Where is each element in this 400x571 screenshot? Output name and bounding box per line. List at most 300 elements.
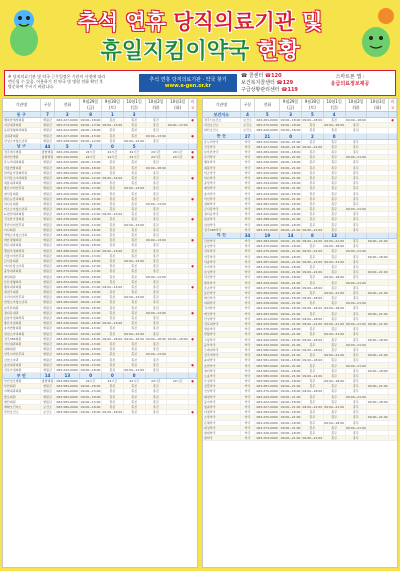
table-cell: 휴무 [346, 312, 368, 316]
table-cell: 휴무 [324, 197, 346, 201]
table-cell: 휴무 [302, 415, 324, 419]
table-cell: 휴무 [324, 228, 346, 232]
row-mark [389, 145, 397, 149]
table-cell: 약국 [241, 191, 256, 195]
region-count-cell [346, 112, 368, 117]
table-cell: 덕진약국 [203, 275, 241, 279]
table-cell [167, 285, 189, 289]
table-cell: 휴무 [324, 374, 346, 378]
table-cell: 하나로의원 [3, 202, 41, 206]
row-mark [389, 395, 397, 399]
table-cell: 09:00~13:00 [124, 295, 145, 300]
table-cell: 09:00~13:00 [146, 352, 166, 357]
row-mark: ● [189, 363, 197, 367]
table-cell: 09:00~13:00 [124, 222, 145, 227]
table-cell: 휴진 [146, 357, 168, 361]
table-cell: 09:00~18:00 [280, 327, 301, 332]
table-cell [367, 150, 389, 154]
table-cell: 병원급 [41, 243, 56, 247]
table-cell: 바른정형외과 [3, 238, 41, 242]
table-cell: 휴무 [324, 415, 346, 419]
table-cell: 휴무 [346, 166, 368, 170]
table-cell: 휴진 [124, 389, 146, 393]
table-cell: 휴진 [102, 166, 124, 170]
table-cell: 약국 [241, 207, 256, 211]
table-cell: 063-273-0000 [55, 186, 80, 190]
table-cell: 휴진 [146, 228, 168, 232]
table-cell: 병원급 [41, 166, 56, 170]
table-cell: 09:00~13:00 [80, 123, 101, 128]
row-mark [389, 338, 397, 342]
table-cell [367, 249, 389, 253]
table-cell: 09:00~13:00 [80, 133, 101, 138]
table-cell: 휴무 [346, 202, 368, 206]
table-cell: 09:00~18:00 [280, 410, 301, 415]
row-mark [389, 312, 397, 316]
table-cell: 09:00~13:00 [80, 196, 101, 201]
column-header: 9월29일(금) [280, 99, 302, 111]
table-cell: 휴진 [124, 249, 146, 253]
region-count-cell [389, 233, 397, 238]
table-cell: 전주365의원 [3, 337, 41, 341]
table-cell: 휴무 [302, 343, 324, 347]
table-cell [367, 197, 389, 201]
table-cell: 063-226-0000 [255, 223, 280, 227]
table-cell: 늘푸른약국 [203, 150, 241, 154]
page-title-line2: 휴일지킴이약국 현황 [100, 39, 300, 64]
row-mark [389, 405, 397, 409]
table-cell: 09:00~18:00 [324, 420, 345, 425]
table-cell [367, 166, 389, 170]
table-cell [167, 352, 189, 356]
table-cell: 휴진 [102, 202, 124, 206]
table-cell: 09:00~21:00 [302, 259, 323, 264]
table-cell: 아중약국 [203, 260, 241, 264]
table-cell: 09:00~21:00 [346, 394, 366, 399]
column-header: 전화 [255, 99, 280, 111]
table-cell: 병원급 [41, 249, 56, 253]
row-mark [389, 436, 397, 440]
table-cell: 신일약국 [203, 389, 241, 393]
table-cell: 063-226-0000 [55, 254, 80, 258]
table-cell: 휴진 [124, 357, 146, 361]
table-cell: 063-580-0000 [55, 410, 80, 414]
table-cell: 휴무 [346, 244, 368, 248]
table-cell: 휴무 [324, 280, 346, 284]
table-cell: 휴진 [146, 259, 168, 263]
row-mark [189, 352, 197, 356]
table-cell: 병원급 [41, 274, 56, 278]
table-cell: 09:00~18:00 [280, 264, 301, 269]
row-mark [389, 426, 397, 430]
table-cell [167, 342, 189, 346]
table-cell: 휴진 [146, 233, 168, 237]
table-cell: 약국 [241, 405, 256, 409]
table-cell: 09:00~18:00 [80, 217, 101, 222]
table-cell: 휴무 [302, 384, 324, 388]
table-cell: 휴무 [302, 212, 324, 216]
table-cell: 063-580-0000 [255, 348, 280, 352]
table-cell: 063-225-0000 [255, 212, 280, 216]
table-cell: 09:00~13:00 [80, 352, 101, 357]
region-count-cell: 8 [80, 112, 102, 117]
table-cell: 늘푸른의원 [3, 306, 41, 310]
table-cell: 휴진 [146, 197, 168, 201]
table-header [203, 99, 397, 112]
table-cell [367, 128, 389, 132]
table-cell: 09:00~18:00 [280, 347, 301, 352]
table-cell: 호반약국 [203, 363, 241, 367]
table-cell: 종합병원 [41, 379, 56, 383]
table-cell: 휴진 [146, 368, 168, 372]
table-cell: 은혜약국 [203, 421, 241, 425]
table-cell: 동아약국 [203, 400, 241, 404]
row-mark [189, 202, 197, 206]
table-cell: 행복내과의원 [3, 285, 41, 289]
table-cell: 약국 [241, 322, 256, 326]
table-cell: 여의약국 [203, 301, 241, 305]
table-cell: 휴무 [346, 358, 368, 362]
table-cell [367, 145, 389, 149]
column-header: 구분 [241, 99, 256, 111]
table-cell: 휴무 [346, 150, 368, 154]
table-cell: 휴무 [324, 338, 346, 342]
table-cell: 09:00~21:00 [280, 311, 301, 316]
row-mark [189, 342, 197, 346]
table-cell: 063-582-0000 [255, 363, 280, 367]
table-cell [367, 260, 389, 264]
table-cell: 09:00~18:00 [280, 337, 301, 342]
table-cell: 09:00~13:00 [167, 123, 188, 128]
table-cell: 병원급 [41, 259, 56, 263]
table-cell [167, 389, 189, 393]
region-count-cell: 0 [124, 373, 146, 378]
table-cell: 중앙내과의원 [3, 269, 41, 273]
table-cell: 09:00~18:00 [280, 181, 301, 186]
table-cell: 휴진 [124, 400, 146, 404]
table-cell: 한마음가정의학과 [3, 171, 41, 175]
table-cell: 09:00~12:00 [80, 331, 101, 336]
row-mark [389, 265, 397, 269]
table-cell: 09:00~18:00 [367, 337, 388, 342]
table-cell: 약국 [241, 286, 256, 290]
region-count-cell: 4 [241, 112, 256, 117]
table-cell: 휴무 [324, 369, 346, 373]
table-cell: 휴진 [124, 254, 146, 258]
table-cell: 병원급 [41, 352, 56, 356]
table-cell: 09:00~18:00 [346, 118, 366, 123]
table-cell: 063-276-0000 [255, 327, 280, 331]
table-cell: 휴무 [302, 197, 324, 201]
table-cell [367, 332, 389, 336]
table-cell: 새전주의원 [3, 290, 41, 294]
table-cell: 09:00~13:00 [80, 389, 101, 394]
table-cell: 휴무 [346, 239, 368, 243]
row-mark [189, 395, 197, 399]
table-cell: 휴무 [302, 363, 324, 367]
row-mark [189, 316, 197, 320]
egen-url-link[interactable]: www.e-gen.or.kr [164, 83, 212, 89]
table-cell: 09:00~13:00 [80, 316, 101, 321]
table-cell: 병원급 [41, 326, 56, 330]
table-cell: 휴진 [102, 352, 124, 356]
table-cell: 24시간 [80, 155, 102, 159]
row-mark [389, 379, 397, 383]
table-cell: 정다운내과 [3, 311, 41, 315]
table-cell: 09:00~21:00 [346, 249, 366, 254]
table-cell: 병원급 [41, 176, 56, 180]
row-mark [389, 275, 397, 279]
table-cell: 063-273-0000 [55, 212, 80, 216]
table-cell: 휴무 [324, 155, 346, 159]
table-cell [167, 321, 189, 325]
table-cell [167, 233, 189, 237]
table-cell: 휴진 [324, 118, 346, 122]
table-cell: 온누리약국 [203, 140, 241, 144]
column-header: 10월2일(월) [346, 99, 368, 111]
row-mark [389, 384, 397, 388]
table-cell: 063-583-0000 [255, 369, 280, 373]
region-count-cell: 0 [80, 373, 102, 378]
table-cell [367, 389, 389, 393]
table-cell: 09:00~21:00 [324, 353, 345, 358]
table-cell: 09:00~18:00 [280, 128, 301, 133]
row-mark [389, 171, 397, 175]
table-cell: 24시간 [124, 150, 146, 154]
region-count-cell: 5 [302, 112, 324, 117]
table-cell: 09:00~21:00 [280, 259, 301, 264]
table-cell: 휴무 [302, 280, 324, 284]
table-cell: 09:00~18:00 [280, 201, 301, 206]
row-mark: ● [189, 150, 197, 154]
row-mark: ● [189, 238, 197, 242]
table-cell: 병원급 [41, 233, 56, 237]
table-cell: 063-270-0000 [55, 269, 80, 273]
table-cell: 효자연합의원 [3, 326, 41, 330]
table-cell: 휴진 [102, 347, 124, 351]
row-mark [189, 290, 197, 294]
table-cell: 부안의원 [3, 384, 41, 388]
table-cell [367, 296, 389, 300]
table-cell: 휴진 [102, 269, 124, 273]
table-cell: 09:00~21:00 [346, 155, 366, 160]
table-cell: 휴무 [346, 379, 368, 383]
row-mark [389, 181, 397, 185]
table-cell: 09:00~18:00 [80, 201, 101, 206]
table-cell: 휴진 [124, 311, 146, 315]
table-cell: 휴무 [324, 410, 346, 414]
table-cell: 하나약국 [203, 176, 241, 180]
table-cell: 휴진 [102, 363, 124, 367]
table-cell: 휴무 [346, 332, 368, 336]
row-mark [389, 322, 397, 326]
table-cell: 약국 [241, 332, 256, 336]
table-cell: 09:00~13:00 [80, 253, 101, 258]
table-cell: 휴무 [302, 332, 324, 336]
row-mark [389, 207, 397, 211]
table-cell: 09:00~13:00 [80, 212, 101, 217]
table-cell: 부안보건소 [3, 410, 41, 414]
table-cell: 전주예수병원 [3, 150, 41, 154]
table-cell: 휴무 [302, 155, 324, 159]
row-mark: ● [189, 410, 197, 414]
table-cell: 우아약국 [203, 265, 241, 269]
table-cell: 09:00~21:00 [280, 425, 301, 430]
table-cell: 09:00~18:00 [367, 254, 388, 259]
table-cell: 09:00~18:00 [80, 305, 101, 310]
table-cell: 09:00~21:00 [367, 239, 388, 244]
table-cell: 09:00~21:00 [367, 384, 388, 389]
table-cell: 휴진 [102, 139, 124, 143]
table-cell: 063-227-0000 [55, 134, 80, 138]
table-cell: 24시간 [102, 150, 124, 154]
table-cell: 063-254-0000 [255, 176, 280, 180]
table-cell: 24시간 [167, 155, 189, 159]
table-cell: 대성약국 [203, 426, 241, 430]
row-mark [189, 405, 197, 409]
table-cell: 휴진 [102, 134, 124, 138]
table-cell: 09:00~21:00 [280, 353, 301, 358]
table-cell: 밝은눈안과의원 [3, 197, 41, 201]
table-cell: 063-228-0000 [55, 326, 80, 330]
table-cell: 24시간 [80, 379, 102, 383]
row-mark [189, 139, 197, 143]
table-cell: 09:00~21:00 [280, 363, 301, 368]
table-cell: 09:00~13:00 [102, 321, 123, 326]
table-cell: 09:00~18:00 [302, 285, 323, 290]
table-cell: 휴무 [324, 270, 346, 274]
table-cell: 09:00~21:00 [346, 301, 366, 306]
table-cell: 휴무 [324, 181, 346, 185]
table-cell: 09:00~13:00 [80, 341, 101, 346]
table-cell: 병원급 [41, 384, 56, 388]
table-cell [367, 123, 389, 127]
table-cell: 휴무 [302, 191, 324, 195]
table-cell: 새터약국 [203, 369, 241, 373]
table-cell: 태평약국 [203, 395, 241, 399]
row-mark [189, 274, 197, 278]
table-cell: 063-283-0000 [255, 239, 280, 243]
table-cell: 09:00~12:00 [124, 138, 145, 143]
table-cell: 09:00~18:00 [146, 336, 166, 341]
table-cell: 휴진 [146, 400, 168, 404]
table-cell: 063-282-0000 [255, 275, 280, 279]
table-cell: 063-222-0000 [255, 270, 280, 274]
table-cell [167, 249, 189, 253]
row-mark [389, 260, 397, 264]
table-cell: 063-584-0000 [55, 384, 80, 388]
table-cell [167, 217, 189, 221]
table-cell: 휴진 [146, 171, 168, 175]
row-mark [189, 223, 197, 227]
table-cell: 09:00~21:00 [280, 155, 301, 160]
table-cell [367, 358, 389, 362]
table-cell: 휴진 [102, 118, 124, 122]
table-cell: 소망약국 [203, 415, 241, 419]
table-cell: 09:00~12:00 [80, 357, 101, 362]
table-cell: 09:00~18:00 [280, 379, 301, 384]
table-cell: 제일약국 [203, 186, 241, 190]
table-cell: 063-282-0000 [55, 233, 80, 237]
table-cell: 진흥약국 [203, 384, 241, 388]
row-mark [389, 228, 397, 232]
table-cell: 09:00~21:00 [367, 290, 388, 295]
table-cell: 전주역약국 [203, 353, 241, 357]
table-cell: 휴진 [102, 233, 124, 237]
table-cell: 휴무 [302, 181, 324, 185]
table-cell: 병원급 [41, 316, 56, 320]
table-cell: 휴진 [102, 223, 124, 227]
table-cell: 휴무 [302, 223, 324, 227]
table-cell: 휴무 [324, 363, 346, 367]
table-cell: 약국 [241, 343, 256, 347]
region-count-cell [146, 373, 168, 378]
table-cell: 063-232-0000 [55, 368, 80, 372]
table-cell: 063-584-0000 [255, 353, 280, 357]
table-cell: 063-273-0000 [255, 426, 280, 430]
table-cell: 09:00~13:00 [80, 399, 101, 404]
row-mark [189, 123, 197, 127]
table-cell [367, 217, 389, 221]
table-cell [167, 332, 189, 336]
table-cell: 현대약국 [203, 431, 241, 435]
column-header: 9월30일(토) [302, 99, 324, 111]
table-cell: 휴진 [146, 191, 168, 195]
table-cell: 휴진 [102, 400, 124, 404]
table-cell: 휴무 [346, 291, 368, 295]
table-cell [167, 197, 189, 201]
table-cell: 063-230-0000 [55, 150, 80, 154]
table-cell: 김내과의원 [3, 134, 41, 138]
table-cell: 063-225-0000 [55, 243, 80, 247]
table-cell: 행복한세상의원 [3, 118, 41, 122]
table-cell: 09:00~18:00 [80, 347, 101, 352]
table-cell: 삼성소아청소년과 [3, 139, 41, 143]
table-cell: 063-225-0000 [255, 415, 280, 419]
search-guide-box[interactable]: 추석 연휴 당직의료기관 · 약국 찾기 www.e-gen.or.kr [139, 74, 237, 92]
region-count-cell: 5 [255, 112, 280, 117]
table-row [203, 436, 397, 441]
table-cell: 09:00~18:00 [280, 306, 301, 311]
table-cell: 063-222-0000 [55, 295, 80, 299]
table-cell: 휴진 [102, 357, 124, 361]
table-cell: 휴무 [324, 395, 346, 399]
table-cell [367, 343, 389, 347]
table-cell: 휴무 [302, 166, 324, 170]
table-cell: 063-228-0000 [255, 301, 280, 305]
table-cell: 휴진 [102, 259, 124, 263]
table-cell: 휴진 [124, 321, 146, 325]
table-cell: 휴무 [324, 150, 346, 154]
table-cell: 휴무 [324, 212, 346, 216]
row-mark [189, 254, 197, 258]
table-cell [367, 212, 389, 216]
row-mark [189, 228, 197, 232]
table-cell: 대자인병원 [3, 155, 41, 159]
table-cell: 휴진 [124, 212, 146, 216]
column-header: 구분 [41, 99, 56, 111]
table-cell: 09:00~21:00 [367, 415, 388, 420]
region-count-cell: 14 [280, 233, 302, 238]
table-cell: 휴진 [124, 160, 146, 164]
table-cell: 09:00~21:00 [280, 384, 301, 389]
table-cell: 서신약국 [203, 197, 241, 201]
table-cell: 휴진 [146, 176, 168, 180]
table-cell: 줄포의원 [3, 395, 41, 399]
region-count-cell: 7 [41, 112, 56, 117]
column-header: 기관명 [3, 99, 41, 111]
table-cell: 휴진 [124, 217, 146, 221]
